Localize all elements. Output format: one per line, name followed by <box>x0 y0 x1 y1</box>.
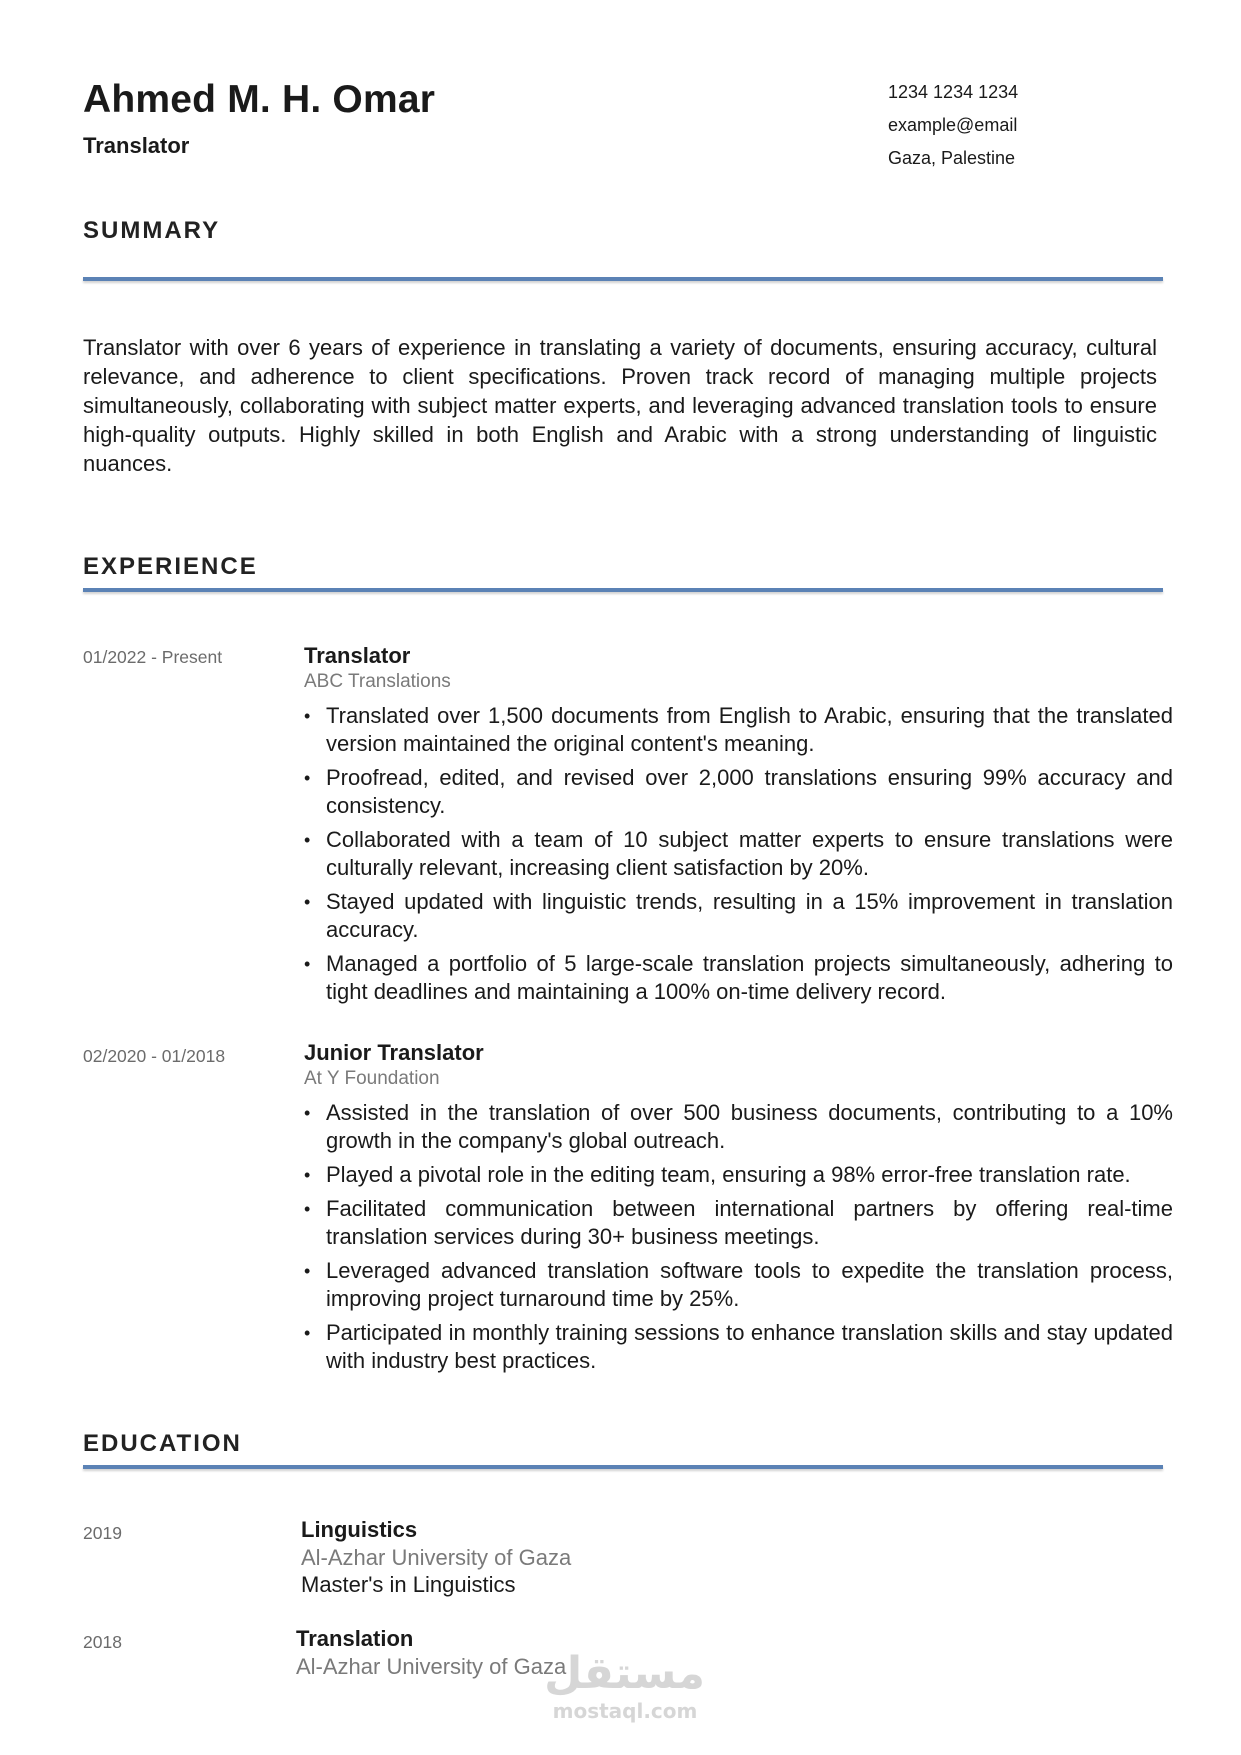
watermark-logo: مستقل <box>544 1648 705 1699</box>
job-company: At Y Foundation <box>304 1068 440 1089</box>
contact-location: Gaza, Palestine <box>888 148 1016 168</box>
education-degree: Master's in Linguistics <box>301 1572 516 1597</box>
education-field: Translation <box>296 1626 414 1651</box>
education-school: Al-Azhar University of Gaza <box>296 1654 567 1679</box>
job-bullet: • Translated over 1,500 documents from English to Arabic, ensuring that the translated version maintained the original content's meaning. <box>304 702 1173 758</box>
job-bullet: • Stayed updated with linguistic trends, resulting in a 15% improvement in translation accuracy. <box>304 888 1173 944</box>
summary-divider <box>83 277 1163 281</box>
education-date: 2018 <box>83 1632 122 1652</box>
job-title: Junior Translator <box>304 1040 484 1065</box>
job-date: 02/2020 - 01/2018 <box>83 1046 226 1066</box>
watermark-site: mostaql.com <box>552 1699 698 1723</box>
job-bullet: • Collaborated with a team of 10 subject matter experts to ensure translations were culturally relevant, increasing client satisfaction by 20%. <box>304 826 1173 882</box>
job-bullet: • Played a pivotal role in the editing team, ensuring a 98% error-free translation rate. <box>304 1161 1173 1189</box>
job-date: 01/2022 - Present <box>83 647 223 667</box>
contact-email: example@email <box>888 115 1018 135</box>
job-bullet: • Proofread, edited, and revised over 2,000 translations ensuring 99% accuracy and consistency. <box>304 764 1173 820</box>
job-bullet: • Participated in monthly training sessions to enhance translation skills and stay updated with industry best practices. <box>304 1319 1173 1375</box>
education-school: Al-Azhar University of Gaza <box>301 1545 572 1570</box>
candidate-name: Ahmed M. H. Omar <box>83 78 436 121</box>
contact-phone: 1234 1234 1234 <box>888 82 1019 102</box>
job-bullet-list <box>304 1099 1173 1381</box>
education-date: 2019 <box>83 1523 122 1543</box>
mostaql-watermark <box>545 1648 705 1722</box>
job-bullet: • Leveraged advanced translation software tools to expedite the translation process, improving project turnaround time by 25%. <box>304 1257 1173 1313</box>
experience-divider <box>83 588 1163 592</box>
job-company: ABC Translations <box>304 671 451 692</box>
job-bullet: • Assisted in the translation of over 500 business documents, contributing to a 10% growth in the company's global outreach. <box>304 1099 1173 1155</box>
summary-text: Translator with over 6 years of experience in translating a variety of documents, ensuring accuracy, cultural relevance, and adherence to client specifications. Proven track record of managing multiple projects simultaneously, collaborating with subject matter experts, and leveraging advanced translation tools to ensure high-quality outputs. Highly skilled in both English and Arabic with a strong understanding of linguistic nuances. <box>83 335 1157 476</box>
education-divider <box>83 1465 1163 1469</box>
job-bullet: • Managed a portfolio of 5 large-scale translation projects simultaneously, adhering to tight deadlines and maintaining a 100% on-time delivery record. <box>304 950 1173 1006</box>
job-bullet: • Facilitated communication between international partners by offering real-time translation services during 30+ business meetings. <box>304 1195 1173 1251</box>
contact-block <box>888 80 1018 179</box>
education-field: Linguistics <box>301 1517 418 1542</box>
job-title: Translator <box>304 643 411 668</box>
job-bullet-list <box>304 702 1173 1012</box>
experience-heading: EXPERIENCE <box>83 553 258 580</box>
education-heading: EDUCATION <box>83 1430 242 1457</box>
summary-heading: SUMMARY <box>83 217 221 244</box>
candidate-role: Translator <box>83 133 190 158</box>
